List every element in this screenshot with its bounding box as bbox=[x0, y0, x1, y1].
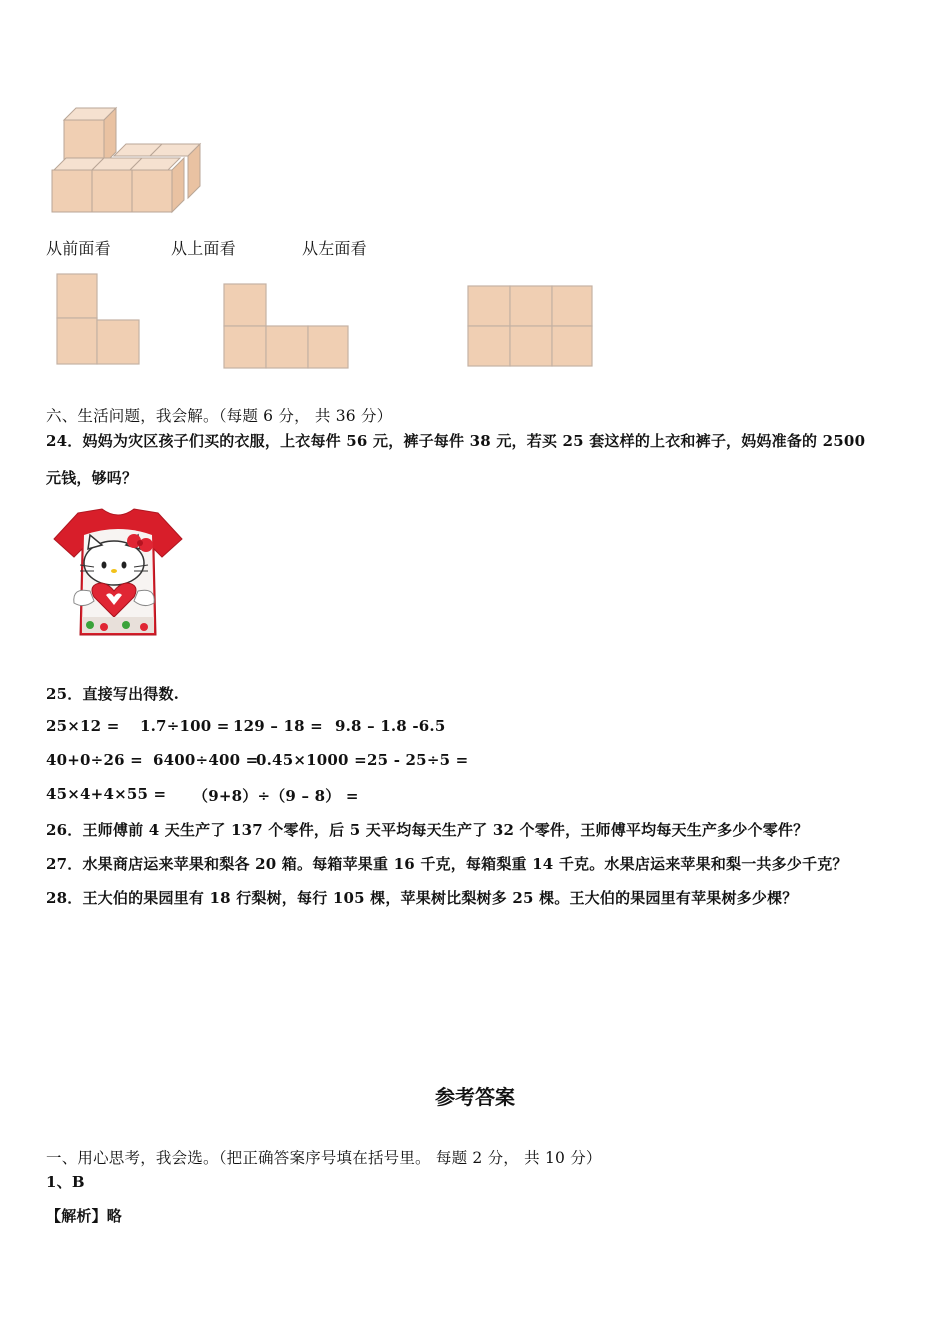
q25-row2-item4: 25 - 25÷5 = bbox=[367, 751, 469, 769]
q25-row3-item1: 45×4+4×55 = bbox=[46, 785, 167, 803]
q25-row2-item1: 40+0÷26 = bbox=[46, 751, 143, 769]
front-view-label: 从前面看 bbox=[46, 239, 111, 258]
left-view-figure bbox=[466, 284, 596, 370]
q25-row1-item1: 25×12 = bbox=[46, 717, 120, 735]
q25-row3-item2: （9+8）÷（9 – 8） = bbox=[193, 787, 359, 805]
front-view-figure bbox=[55, 272, 143, 368]
question-27: 27．水果商店运来苹果和梨各 20 箱。每箱苹果重 16 千克，每箱梨重 14 千克。水果店运来苹果和梨一共多少千克？ bbox=[46, 855, 848, 873]
question-25-title: 25．直接写出得数. bbox=[46, 685, 180, 703]
section-6-heading: 六、生活问题，我会解。（每题 6 分， 共 36 分） bbox=[46, 407, 393, 425]
left-view-label: 从左面看 bbox=[302, 239, 367, 258]
q25-row2-item2: 6400÷400 = bbox=[153, 751, 259, 769]
answers-section-1: 一、用心思考，我会选。（把正确答案序号填在括号里。 每题 2 分， 共 10 分） bbox=[46, 1149, 602, 1167]
answers-title: 参考答案 bbox=[435, 1085, 515, 1109]
top-view-label: 从上面看 bbox=[171, 239, 236, 258]
answer-1-analysis: 【解析】略 bbox=[46, 1207, 123, 1225]
answer-1: 1、B bbox=[46, 1173, 85, 1191]
q25-row1-item3: 129 – 18 = bbox=[233, 717, 323, 735]
question-28: 28．王大伯的果园里有 18 行梨树，每行 105 棵，苹果树比梨树多 25 棵。王大伯的果园里有苹果树多少棵？ bbox=[46, 889, 798, 907]
top-view-figure bbox=[222, 282, 352, 370]
tshirt-illustration bbox=[50, 505, 186, 641]
q25-row1-item2: 1.7÷100 = bbox=[140, 717, 230, 735]
q25-row2-item3: 0.45×1000 = bbox=[256, 751, 367, 769]
question-26: 26．王师傅前 4 天生产了 137 个零件，后 5 天平均每天生产了 32 个零件，王师傅平均每天生产多少个零件？ bbox=[46, 821, 809, 839]
q25-row1-item4: 9.8 – 1.8 -6.5 bbox=[335, 717, 446, 735]
question-24-line1: 24．妈妈为灾区孩子们买的衣服，上衣每件 56 元，裤子每件 38 元，若买 25 套这样的上衣和裤子，妈妈准备的 2500 bbox=[46, 432, 866, 450]
cube-stack-figure bbox=[48, 102, 208, 218]
question-24-line2: 元钱，够吗？ bbox=[46, 469, 138, 487]
cube-top-single bbox=[64, 108, 116, 164]
cube-front-row bbox=[52, 158, 184, 212]
